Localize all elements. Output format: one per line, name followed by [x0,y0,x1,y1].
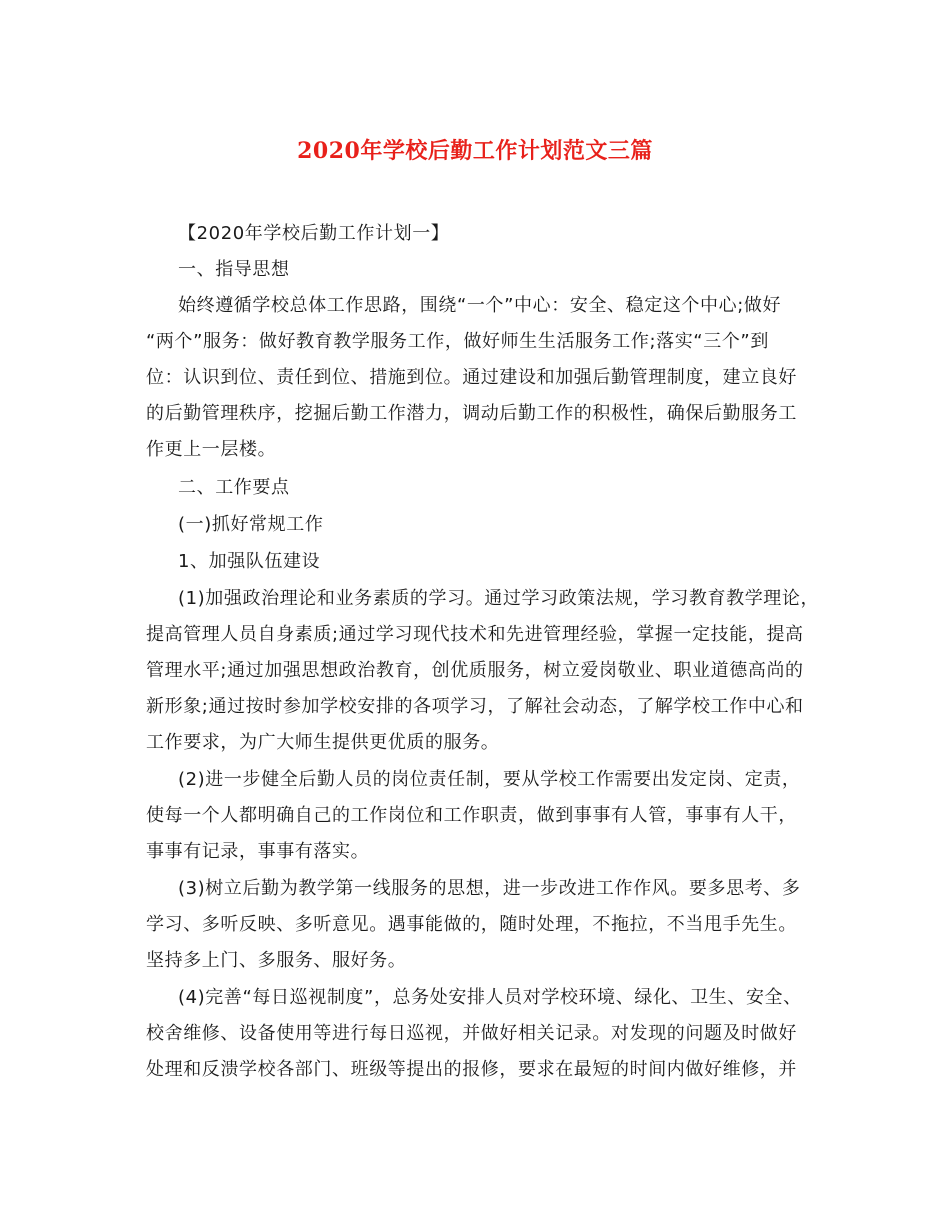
paragraph-line: 位：认识到位、责任到位、措施到位。通过建设和加强后勤管理制度，建立良好 [146,367,797,388]
paragraph-line: 新形象;通过按时参加学校安排的各项学习，了解社会动态，了解学校工作中心和 [146,696,804,717]
paragraph-line: (4)完善“每日巡视制度”，总务处安排人员对学校环境、绿化、卫生、安全、 [178,987,802,1008]
paragraph-line: 使每一个人都明确自己的工作岗位和工作职责，做到事事有人管，事事有人干， [146,805,797,826]
section-heading: 【2020年学校后勤工作计划一】 [178,223,450,244]
paragraph-line: (2)进一步健全后勤人员的岗位责任制，要从学校工作需要出发定岗、定责， [178,769,801,790]
paragraph-line: 校舍维修、设备使用等进行每日巡视，并做好相关记录。对发现的问题及时做好 [146,1023,797,1044]
paragraph-line: 处理和反溃学校各部门、班级等提出的报修，要求在最短的时间内做好维修，并 [146,1059,797,1080]
paragraph-line: 工作要求，为广大师生提供更优质的服务。 [146,732,500,753]
heading: (一)抓好常规工作 [178,514,324,535]
paragraph-line: 始终遵循学校总体工作思路，围绕“一个”中心：安全、稳定这个中心;做好 [178,295,782,316]
paragraph-line: (3)树立后勤为教学第一线服务的思想，进一步改进工作作风。要多思考、多 [178,878,801,899]
paragraph-line: 提高管理人员自身素质;通过学习现代技术和先进管理经验，掌握一定技能，提高 [146,624,804,645]
heading: 1、加强队伍建设 [178,551,321,572]
paragraph-line: 坚持多上门、多服务、服好务。 [146,950,407,971]
document-title: 2020年学校后勤工作计划范文三篇 [297,138,653,164]
paragraph-line: 事事有记录，事事有落实。 [146,841,370,862]
paragraph-line: 学习、多听反映、多听意见。遇事能做的，随时处理，不拖拉，不当甩手先生。 [146,914,797,935]
paragraph-line: (1)加强政治理论和业务素质的学习。通过学习政策法规，学习教育教学理论， [178,588,820,609]
heading: 二、工作要点 [178,477,290,498]
paragraph-line: “两个”服务：做好教育教学服务工作，做好师生生活服务工作;落实“三个”到 [146,331,769,352]
paragraph-line: 的后勤管理秩序，挖掘后勤工作潜力，调动后勤工作的积极性，确保后勤服务工 [146,403,797,424]
paragraph-line: 作更上一层楼。 [146,439,277,460]
heading: 一、指导思想 [178,259,290,280]
paragraph-line: 管理水平;通过加强思想政治教育，创优质服务，树立爱岗敬业、职业道德高尚的 [146,660,804,681]
